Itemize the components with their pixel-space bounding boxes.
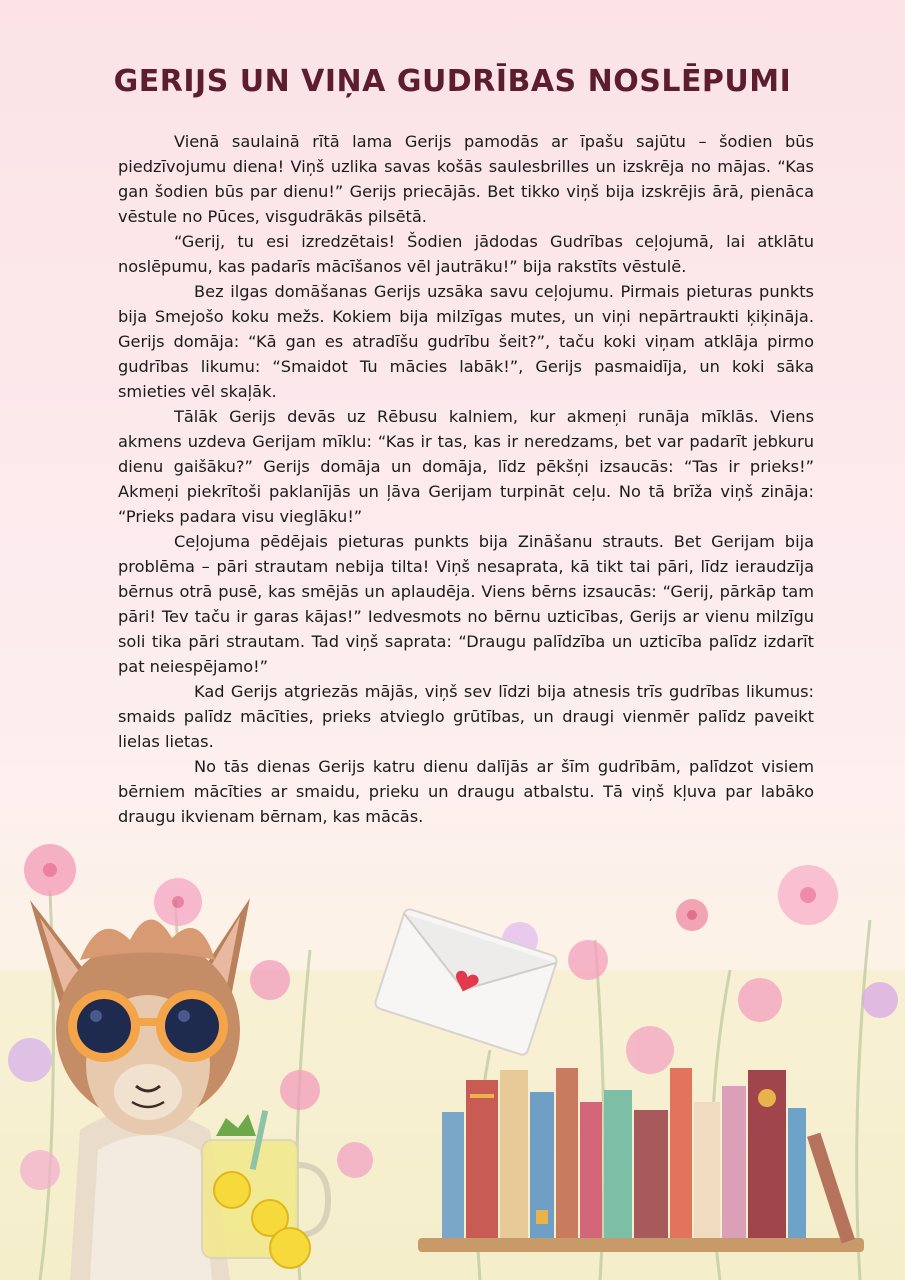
paragraph-3: Bez ilgas domāšanas Gerijs uzsāka savu ceļojumu. Pirmais pieturas punkts bija Smejošo koku mežs. Kokiem bija milzīgas mutes, un viņi nepārtraukti ķiķināja. Gerijs domāja: “Kā gan es atradīšu gudrību šeit?”, taču koki viņam atklāja pirmo gudrības likumu: “Smaidot Tu mācies labāk!”, Gerijs pasmaidīja, un koki sāka smieties vēl skaļāk. (118, 282, 814, 401)
paragraph-6: Kad Gerijs atgriezās mājās, viņš sev līdzi bija atnesis trīs gudrības likumus: smaids palīdz mācīties, prieks atvieglo grūtības, un draugi vienmēr palīdz paveikt lielas lietas. (118, 682, 814, 751)
paragraph-5: Ceļojuma pēdējais pieturas punkts bija Zināšanu strauts. Bet Gerijam bija problēma – pāri strautam nebija tilta! Viņš nesaprata, kā tikt tai pāri, līdz ieraudzīja bērnus otrā pusē, kas smējās un aplaudēja. Viens bērns izsaucās: “Gerij, pārkāp tam pāri! Tev taču ir garas kājas!” Iedvesmots no bērnu uzticības, Gerijs ar vienu milzīgu soli tika pāri strautam. Tad viņš saprata: “Draugu palīdzība un uzticība palīdz izdarīt pat neiespējamo!” (118, 532, 814, 676)
paragraph-2: “Gerij, tu esi izredzētais! Šodien jādodas Gudrības ceļojumā, lai atklātu noslēpumu, kas padarīs mācīšanos vēl jautrāku!” bija rakstīts vēstulē. (118, 232, 814, 276)
paragraph-1: Vienā saulainā rītā lama Gerijs pamodās ar īpašu sajūtu – šodien būs piedzīvojumu diena! Viņš uzlika savas košās saulesbrilles un izskrēja no mājas. “Kas gan šodien būs par dienu!” Gerijs priecājās. Bet tikko viņš bija izskrējis ārā, pienāca vēstule no Pūces, visgudrākās pilsētā. (118, 132, 814, 226)
story-text (118, 129, 814, 829)
paragraph-7: No tās dienas Gerijs katru dienu dalījās ar šīm gudrībām, palīdzot visiem bērniem mācīties ar smaidu, prieku un draugu atbalstu. Tā viņš kļuva par labāko draugu ikvienam bērnam, kas mācās. (118, 757, 814, 826)
illustration-scene (0, 830, 905, 1280)
story-title: GERIJS UN VIŅA GUDRĪBAS NOSLĒPUMI (113, 64, 792, 99)
paragraph-4: Tālāk Gerijs devās uz Rēbusu kalniem, kur akmeņi runāja mīklās. Viens akmens uzdeva Gerijam mīklu: “Kas ir tas, kas ir neredzams, bet var padarīt jebkuru dienu gaišāku?” Gerijs domāja un domāja, līdz pēkšņi izsaucās: “Tas ir prieks!” Akmeņi piekrītoši paklanījās un ļāva Gerijam turpināt ceļu. No tā brīža viņš zināja: “Prieks padara visu vieglāku!” (118, 407, 814, 526)
